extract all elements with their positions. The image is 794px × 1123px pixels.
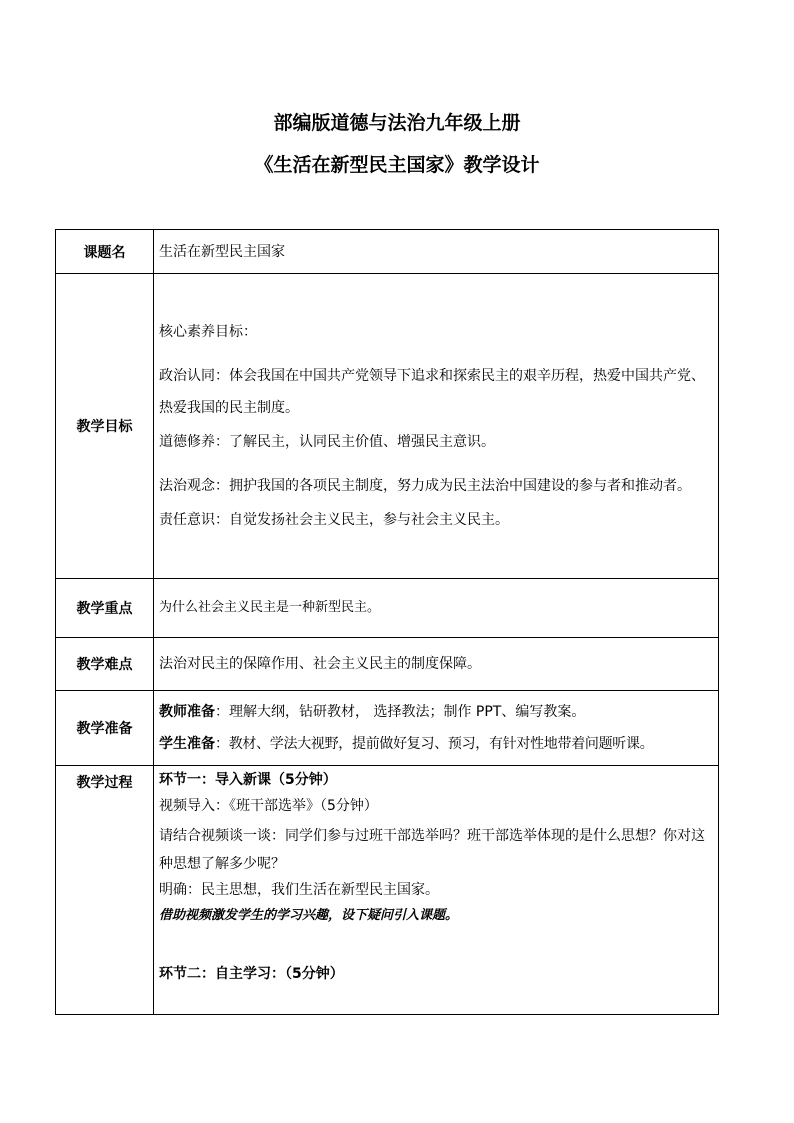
process-content [154, 766, 719, 1015]
preparation-content [154, 691, 719, 766]
section-self-study-heading: 环节二：自主学习：（5分钟） [159, 966, 344, 982]
table-row-focus [56, 579, 719, 638]
focus-content [154, 579, 719, 638]
table-row-preparation [56, 691, 719, 766]
goals-heading: 核心素养目标： [159, 324, 257, 340]
row-label-preparation: 教学准备 [56, 691, 154, 766]
topic-value: 生活在新型民主国家 [159, 243, 285, 260]
clarification: 明确：民主思想，我们生活在新型民主国家。 [159, 882, 439, 898]
topic-text [154, 230, 719, 274]
table-row-goals [56, 274, 719, 579]
student-preparation-text: ：教材、学法大视野，提前做好复习、预习，有针对性地带着问题听课。 [215, 736, 654, 752]
goals-content [154, 274, 719, 579]
discussion-question: 请结合视频谈一谈：同学们参与过班干部选举吗？班干部选举体现的是什么思想？你对这种思想了解多少呢？ [159, 828, 705, 872]
row-label-difficulty: 教学难点 [56, 638, 154, 691]
goal-responsibility: 责任意识：自觉发扬社会主义民主，参与社会主义民主。 [159, 512, 509, 528]
teaching-note: 借助视频激发学生的学习兴趣，设下疑问引入课题。 [159, 908, 459, 923]
teacher-preparation [159, 702, 714, 722]
table-row-topic [56, 230, 719, 274]
lesson-plan-table [55, 229, 719, 1015]
row-label-topic: 课题名 [56, 230, 154, 274]
table-row-process [56, 766, 719, 1015]
document-title-line1: 部编版道德与法治九年级上册 [273, 112, 521, 134]
focus-text: 为什么社会主义民主是一种新型民主。 [159, 600, 381, 615]
difficulty-text: 法治对民主的保障作用、社会主义民主的制度保障。 [159, 656, 481, 672]
goal-moral-cultivation: 道德修养：了解民主，认同民主价值、增强民主意识。 [159, 434, 495, 450]
table-row-difficulty [56, 638, 719, 691]
student-preparation-label: 学生准备 [159, 736, 215, 752]
goal-political-identity: 政治认同：体会我国在中国共产党领导下追求和探索民主的艰辛历程，热爱中国共产党、热爱我国的民主制度。 [159, 368, 705, 416]
row-label-goals: 教学目标 [56, 274, 154, 579]
video-intro: 视频导入：《班干部选举》（5分钟） [159, 798, 378, 814]
row-label-process: 教学过程 [56, 766, 154, 1015]
teacher-preparation-label: 教师准备 [159, 704, 215, 720]
document-title-line2: 《生活在新型民主国家》教学设计 [254, 154, 540, 176]
teacher-preparation-text: ：理解大纲，钻研教材， 选择教法；制作 PPT、编写教案。 [215, 704, 586, 720]
student-preparation [159, 734, 714, 754]
goal-rule-of-law: 法治观念：拥护我国的各项民主制度，努力成为民主法治中国建设的参与者和推动者。 [159, 478, 691, 494]
difficulty-content [154, 638, 719, 691]
section-intro-heading: 环节一：导入新课（5分钟） [159, 772, 337, 788]
row-label-focus: 教学重点 [56, 579, 154, 638]
